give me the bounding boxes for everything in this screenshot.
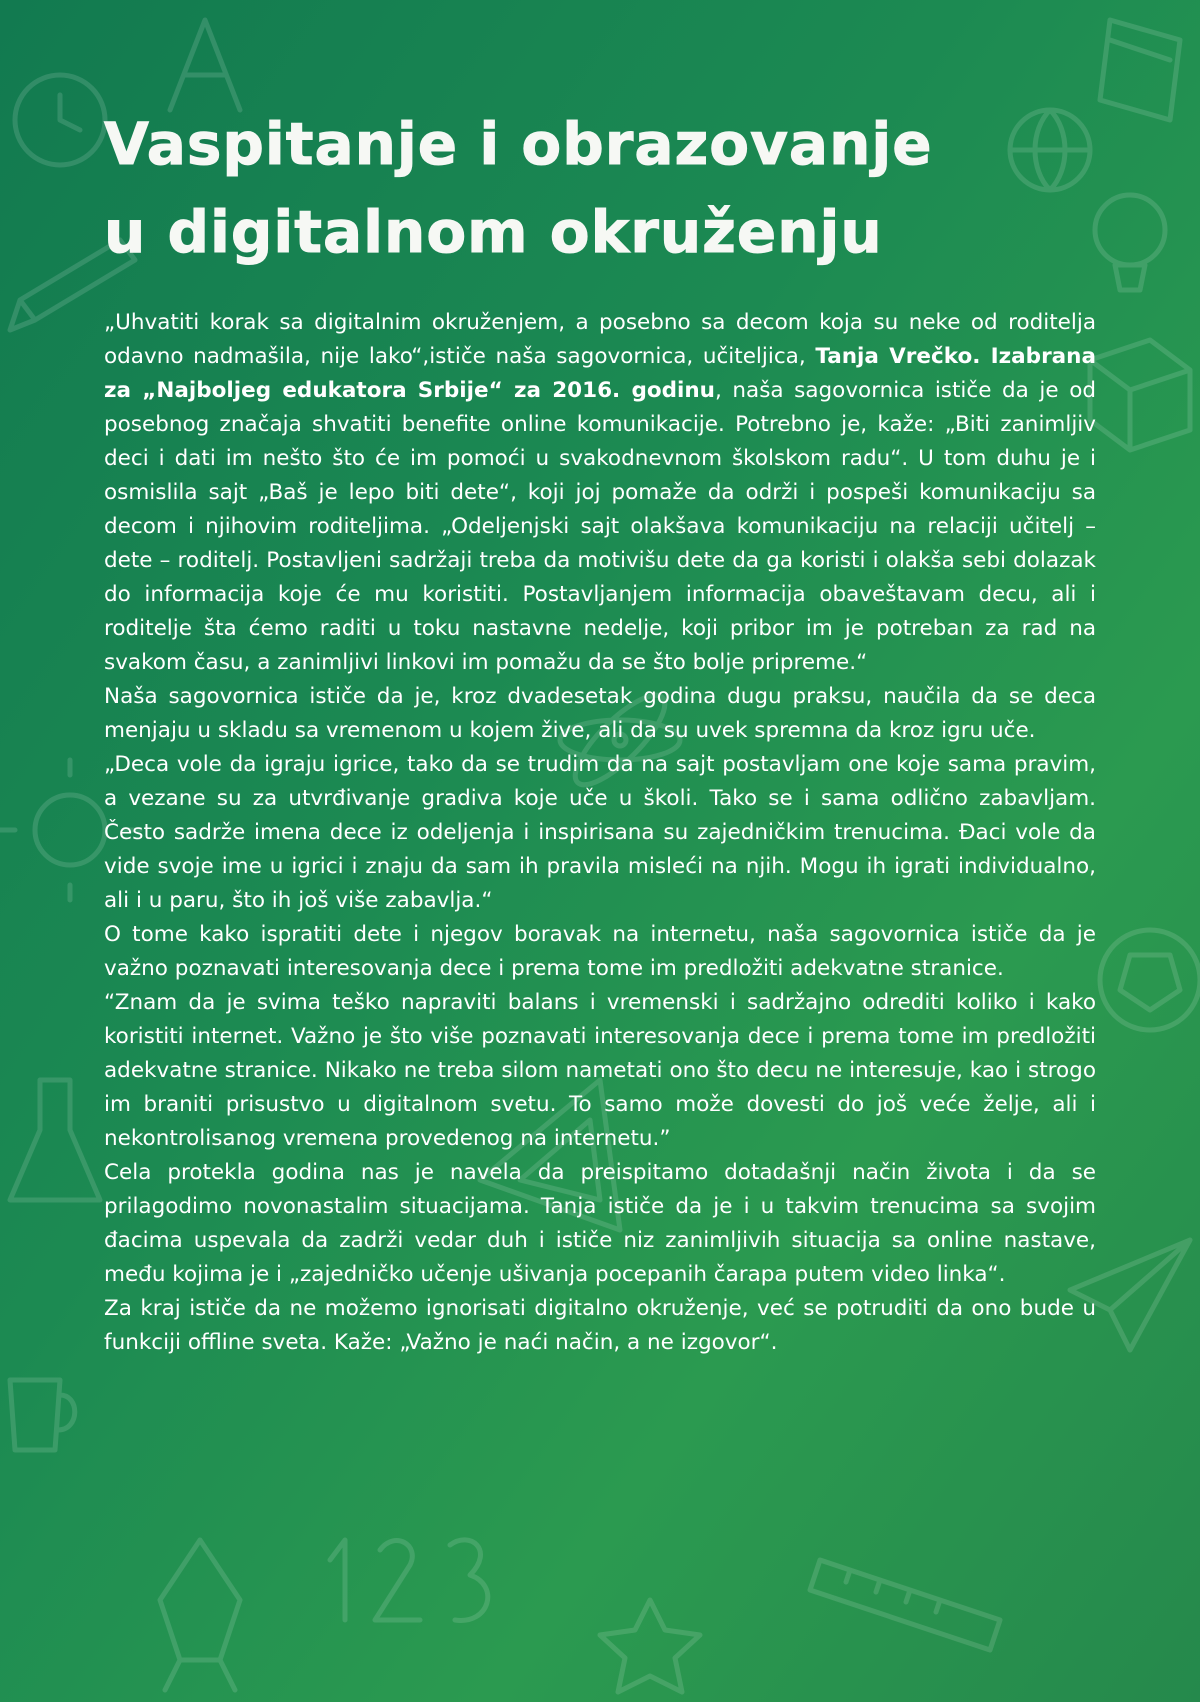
clock-doodle-icon — [15, 75, 105, 165]
ruler-doodle-icon — [810, 1560, 1000, 1650]
lightbulb-doodle-icon — [1095, 195, 1165, 290]
title-line-1: Vaspitanje i obrazovanje — [104, 110, 933, 178]
article-paragraph: Cela protekla godina nas je navela da preispitamo dotadašnji način života i da se prilagodimo novonastalim situacijama. Tanja ističe da je i u takvim trenucima sa svojim đacima uspevala da zadrži vedar duh i ističe niz zanimljivih situacija sa online nastave, među kojima je i „zajedničko učenje ušivanja pocepanih čarapa putem video linka“. — [104, 1160, 1096, 1287]
cube-doodle-icon — [1090, 340, 1190, 450]
paragraph-text: „Uhvatiti korak sa digitalnim okruženjem, a posebno sa decom koja su neke od roditelja odavno nadmašila, nije lako“,ističe naša sagovornica, učiteljica, — [104, 310, 1096, 369]
article-paragraph: Za kraj ističe da ne možemo ignorisati digitalno okruženje, već se potruditi da ono bude u funkciji offline sveta. Kaže: „Važno je naći način, a ne izgovor“. — [104, 1296, 1096, 1355]
letter-a-doodle-icon — [170, 20, 240, 110]
highlighted-name: Tanja Vrečko. Izabrana za „Najboljeg edukatora Srbije“ za 2016. godinu — [104, 344, 1097, 403]
title-line-2: u digitalnom okruženju — [104, 198, 883, 266]
paragraph-text: , naša sagovornica ističe da je od posebnog značaja shvatiti benefite online komunikacije. Potrebno je, kaže: „Biti zanimljiv deci i dati im nešto što će im pomoći u svakodnevnom školskom radu“. U tom duhu je i osmislila sajt „Baš je lepo biti dete“, koji joj pomaže da održi i pospeši komunikaciju sa decom i njihovim roditeljima. „Odeljenjski sajt olakšava komunikaciju na relaciji učitelj – dete – roditelj. Postavljeni sadržaji treba da motivišu dete da ga koristi i olakša sebi dolazak do informacija koje će mu koristiti. Postavljanjem informacija obaveštavam decu, ali i roditelje šta ćemo raditi u toku nastavne nedelje, koji pribor im je potreban za rad na svakom času, a zanimljivi linkovi im pomažu da se što bolje pripreme.“ — [104, 378, 1096, 675]
article-paragraph: „Deca vole da igraju igrice, tako da se trudim da na sajt postavljam one koje sama pravim, a vezane su za utvrđivanje gradiva koje uče u školi. Tako se i sama odlično zabavljam. Često sadrže imena dece iz odeljenja i inspirisana su zajedničkim trenucima. Đaci vole da vide svoje ime u igrici i znaju da sam ih pravila misleći na njih. Mogu ih igrati individualno, ali i u paru, što ih još više zabavlja.“ — [104, 752, 1096, 913]
star-doodle-icon — [600, 1600, 700, 1692]
rocket-doodle-icon — [160, 1540, 240, 1690]
article-paragraph — [104, 306, 1096, 680]
numbers-doodle-icon — [330, 1540, 488, 1621]
cup-doodle-icon — [10, 1380, 75, 1450]
article-paragraph: Naša sagovornica ističe da je, kroz dvadesetak godina dugu praksu, naučila da se deca menjaju u skladu sa vremenom u kojem žive, ali da su uvek spremna da kroz igru uče. — [104, 684, 1096, 743]
article-paragraph: “Znam da je svima teško napraviti balans i vremenski i sadržajno odrediti koliko i kako koristiti internet. Važno je što više poznavati interesovanja dece i prema tome im predložiti adekvatne stranice. Nikako ne treba silom nametati ono što decu ne interesuje, kao i strogo im braniti prisustvo u digitalnom svetu. To samo može dovesti do još veće želje, ali i nekontrolisanog vremena provedenog na internetu.” — [104, 990, 1096, 1151]
ball-doodle-icon — [1100, 930, 1200, 1030]
article-paragraph: O tome kako ispratiti dete i njegov boravak na internetu, naša sagovornica ističe da je važno poznavati interesovanja dece i prema tome im predložiti adekvatne stranice. — [104, 922, 1096, 981]
article-title — [104, 100, 1096, 276]
book-doodle-icon — [1100, 20, 1180, 120]
article — [104, 100, 1096, 1360]
flask-doodle-icon — [10, 1080, 100, 1200]
